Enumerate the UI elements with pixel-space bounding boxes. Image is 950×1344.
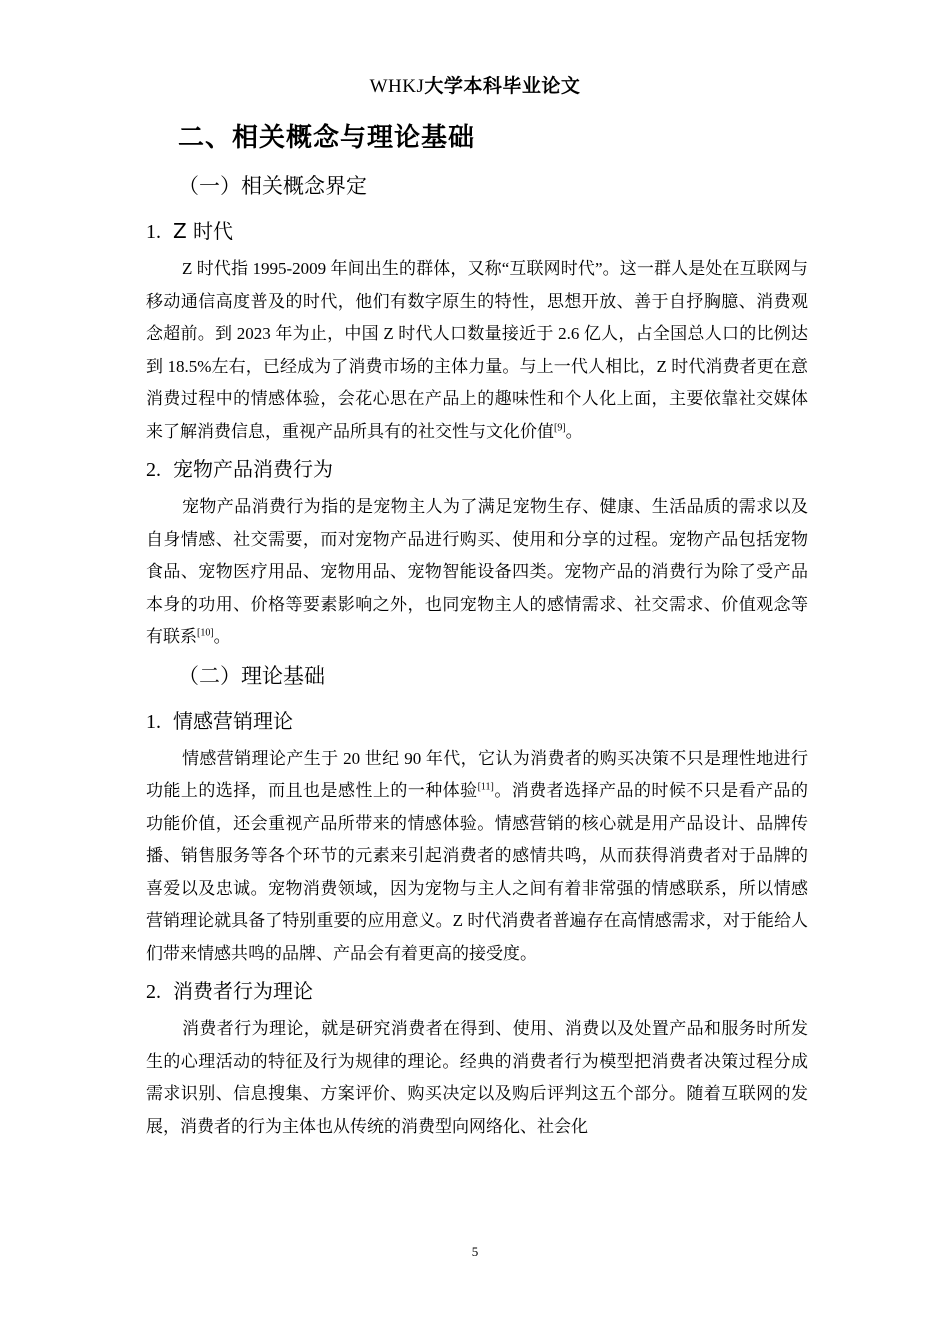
paragraph-tail: 。 bbox=[213, 627, 231, 646]
running-header bbox=[0, 72, 950, 101]
section-title: （一）相关概念界定 bbox=[178, 174, 367, 198]
subsection-title: 消费者行为理论 bbox=[173, 979, 313, 1003]
subsection-title: 情感营销理论 bbox=[173, 708, 293, 733]
paragraph-tail: 。消费者选择产品的时候不只是看产品的功能价值，还会重视产品所带来的情感体验。情感营销的核心就是用产品设计、品牌传播、销售服务等各个环节的元素来引起消费者的感情共鸣，从而获得消费者对于品牌的喜爱以及忠诚。宠物消费领域，因为宠物与主人之间有着非常强的情感联系，所以情感营销理论就具备了特别重要的应用意义。Z 时代消费者普遍存在高情感需求，对于能给人们带来情感共鸣的品牌、产品会有着更高的接受度。 bbox=[146, 781, 809, 963]
paragraph-text: 消费者行为理论，就是研究消费者在得到、使用、消费以及处置产品和服务时所发生的心理活动的特征及行为规律的理论。经典的消费者行为模型把消费者决策过程分成需求识别、信息搜集、方案评价、购买决定以及购后评判这五个部分。随着互联网的发展，消费者的行为主体也从传统的消费型向网络化、社会化 bbox=[146, 1019, 808, 1136]
subsection-title: Z 时代 bbox=[173, 219, 234, 243]
citation-ref: [11] bbox=[477, 781, 494, 793]
subsection-number: 1. bbox=[146, 710, 161, 733]
paragraph-text: Z 时代指 1995-2009 年间出生的群体，又称“互联网时代”。这一群人是处在互联网与移动通信高度普及的时代，他们有数字原生的特性，思想开放、善于自抒胸臆、消费观念超前。到 2023 年为止，中国 Z 时代人口数量接近于 2.6 亿人，占全国总人口的比例达到 18.5%左右，已经成为了消费市场的主体力量。与上一代人相比，Z 时代消费者更在意消费过程中的情感体验，会花心思在产品上的趣味性和个人化上面，主要依靠社交媒体来了解消费信息，重视产品所具有的社交性与文化价值 bbox=[146, 259, 808, 441]
header-prefix: WHKJ bbox=[369, 76, 425, 97]
citation-ref: [10] bbox=[197, 627, 214, 639]
subsection-heading bbox=[146, 974, 808, 1009]
subsection-heading bbox=[146, 214, 808, 249]
paragraph-tail: 。 bbox=[565, 421, 583, 441]
subsection-title: 宠物产品消费行为 bbox=[173, 457, 333, 481]
subsection-number: 1. bbox=[146, 221, 161, 243]
page-body bbox=[146, 116, 808, 1147]
paragraph-text: 宠物产品消费行为指的是宠物主人为了满足宠物生存、健康、生活品质的需求以及自身情感、社交需要，而对宠物产品进行购买、使用和分享的过程。宠物产品包括宠物食品、宠物医疗用品、宠物用品、宠物智能设备四类。宠物产品的消费行为除了受产品本身的功用、价格等要素影响之外，也同宠物主人的感情需求、社交需求、价值观念等有联系 bbox=[146, 497, 808, 646]
header-title: 大学本科毕业论文 bbox=[424, 75, 581, 97]
section-title: （二）理论基础 bbox=[178, 663, 325, 688]
paragraph bbox=[146, 1013, 808, 1143]
citation-ref: [9] bbox=[554, 421, 566, 433]
paragraph-text: 情感营销理论产生于 20 世纪 90 年代，它认为消费者的购买决策不只是理性地进行功能上的选择，而且也是感性上的一种体验 bbox=[146, 748, 808, 800]
page-number: 5 bbox=[471, 1244, 479, 1259]
subsection-number: 2. bbox=[146, 459, 161, 481]
chapter-title: 二、相关概念与理论基础 bbox=[178, 123, 476, 153]
subsection-heading bbox=[146, 452, 808, 487]
subsection-number: 2. bbox=[146, 981, 161, 1003]
subsection-heading bbox=[146, 704, 808, 739]
paragraph bbox=[146, 253, 808, 448]
paragraph bbox=[146, 743, 808, 971]
paragraph bbox=[146, 491, 808, 654]
